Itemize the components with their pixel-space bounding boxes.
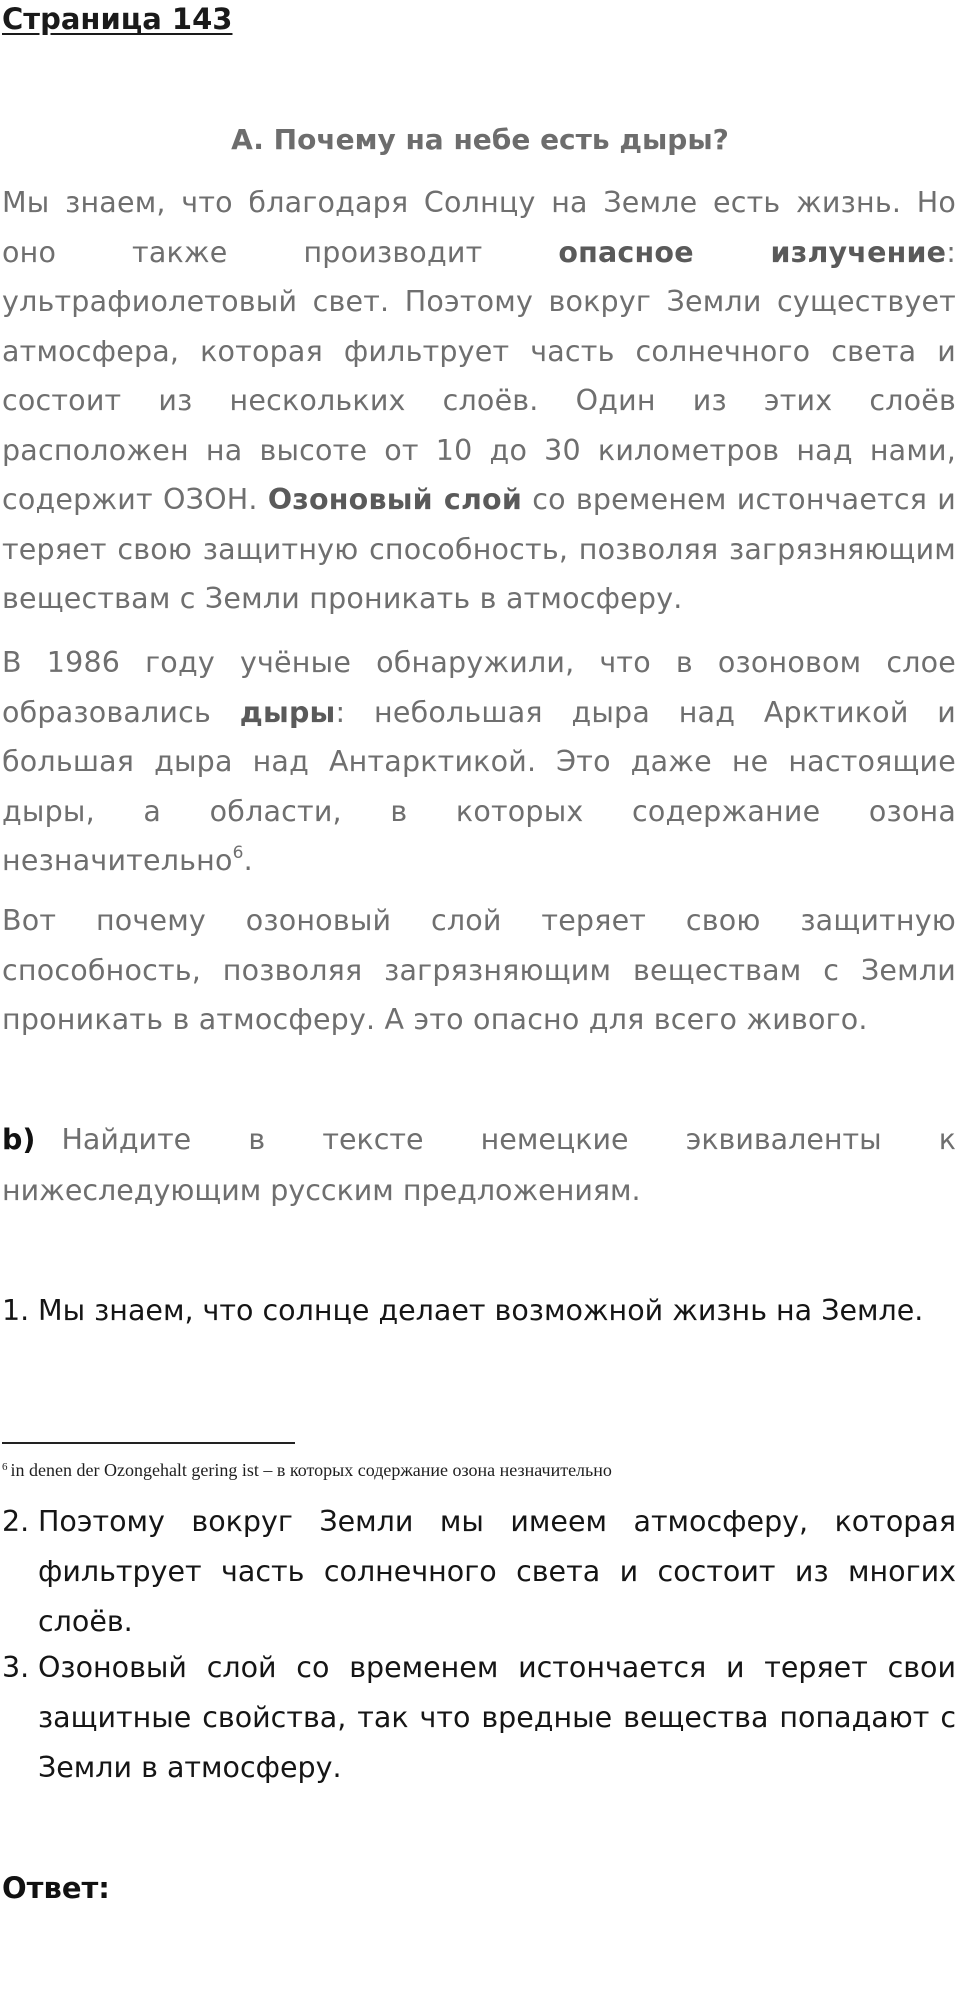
list-item-text: Озоновый слой со временем истончается и теряет свои защитные свойства, так что вредные вещества попадают с Земли в атмосферу.	[38, 1651, 956, 1784]
bold-term-holes: дыры	[239, 695, 336, 729]
paragraph-3: Вот почему озоновый слой теряет свою защитную способность, позволяя загрязняющим веществам с Земли проникать в атмосферу. А это опасно для всего живого.	[2, 904, 956, 1036]
list-item	[2, 1286, 956, 1336]
section-title: A. Почему на небе есть дыры?	[231, 123, 729, 156]
footnote	[2, 1456, 612, 1481]
paragraph-2-text: : небольшая дыра над Арктикой и большая дыра над Антарктикой. Это даже не настоящие дыры, а области, в которых содержание озона незначительно	[2, 695, 956, 877]
paragraph-1-text: со временем истончается и теряет свою защитную способность, позволяя загрязняющим веществам с Земли проникать в атмосферу.	[2, 483, 957, 615]
footnote-marker: 6	[2, 1461, 8, 1473]
paragraph-1-text: Мы знаем, что благодаря Солнцу на Земле есть жизнь. Но оно также производит	[2, 186, 956, 269]
paragraph-2-text: .	[243, 844, 253, 877]
footnote-reference: 6	[232, 843, 244, 863]
paragraph-2	[2, 638, 956, 886]
task-text: Найдите в тексте немецкие эквиваленты к нижеследующим русским предложениям.	[2, 1123, 956, 1207]
paragraph-1	[2, 178, 956, 624]
footnote-text: in denen der Ozongehalt gering ist – в которых содержание озона незначительно	[10, 1460, 612, 1480]
answer-label: Ответ:	[2, 1871, 110, 1905]
list-item-number: 3.	[2, 1651, 30, 1684]
list-item-text: Поэтому вокруг Земли мы имеем атмосферу, которая фильтрует часть солнечного света и состоит из многих слоёв.	[38, 1505, 956, 1638]
paragraph-1-text: : ультрафиолетовый свет. Поэтому вокруг Земли существует атмосфера, которая фильтрует часть солнечного света и состоит из нескольких слоёв. Один из этих слоёв расположен на высоте от 10 до 30 километров над нами, содержит ОЗОН.	[2, 235, 957, 516]
list-item-number: 2.	[2, 1505, 30, 1538]
task-instruction	[2, 1114, 956, 1216]
footnote-divider	[2, 1442, 295, 1444]
list-item	[2, 1643, 956, 1793]
list-item-text: Мы знаем, что солнце делает возможной жизнь на Земле.	[38, 1294, 924, 1327]
paragraph-2-text: В 1986 году учёные обнаружили, что в озоновом слое образовались	[2, 646, 956, 729]
bold-term-ozone-layer: Озоновый слой	[267, 483, 523, 516]
task-label: b)	[2, 1123, 36, 1156]
list-item	[2, 1497, 956, 1647]
page-number: Страница 143	[2, 2, 233, 36]
bold-term-dangerous-radiation: опасное излучение	[558, 235, 947, 269]
list-item-number: 1.	[2, 1294, 30, 1327]
